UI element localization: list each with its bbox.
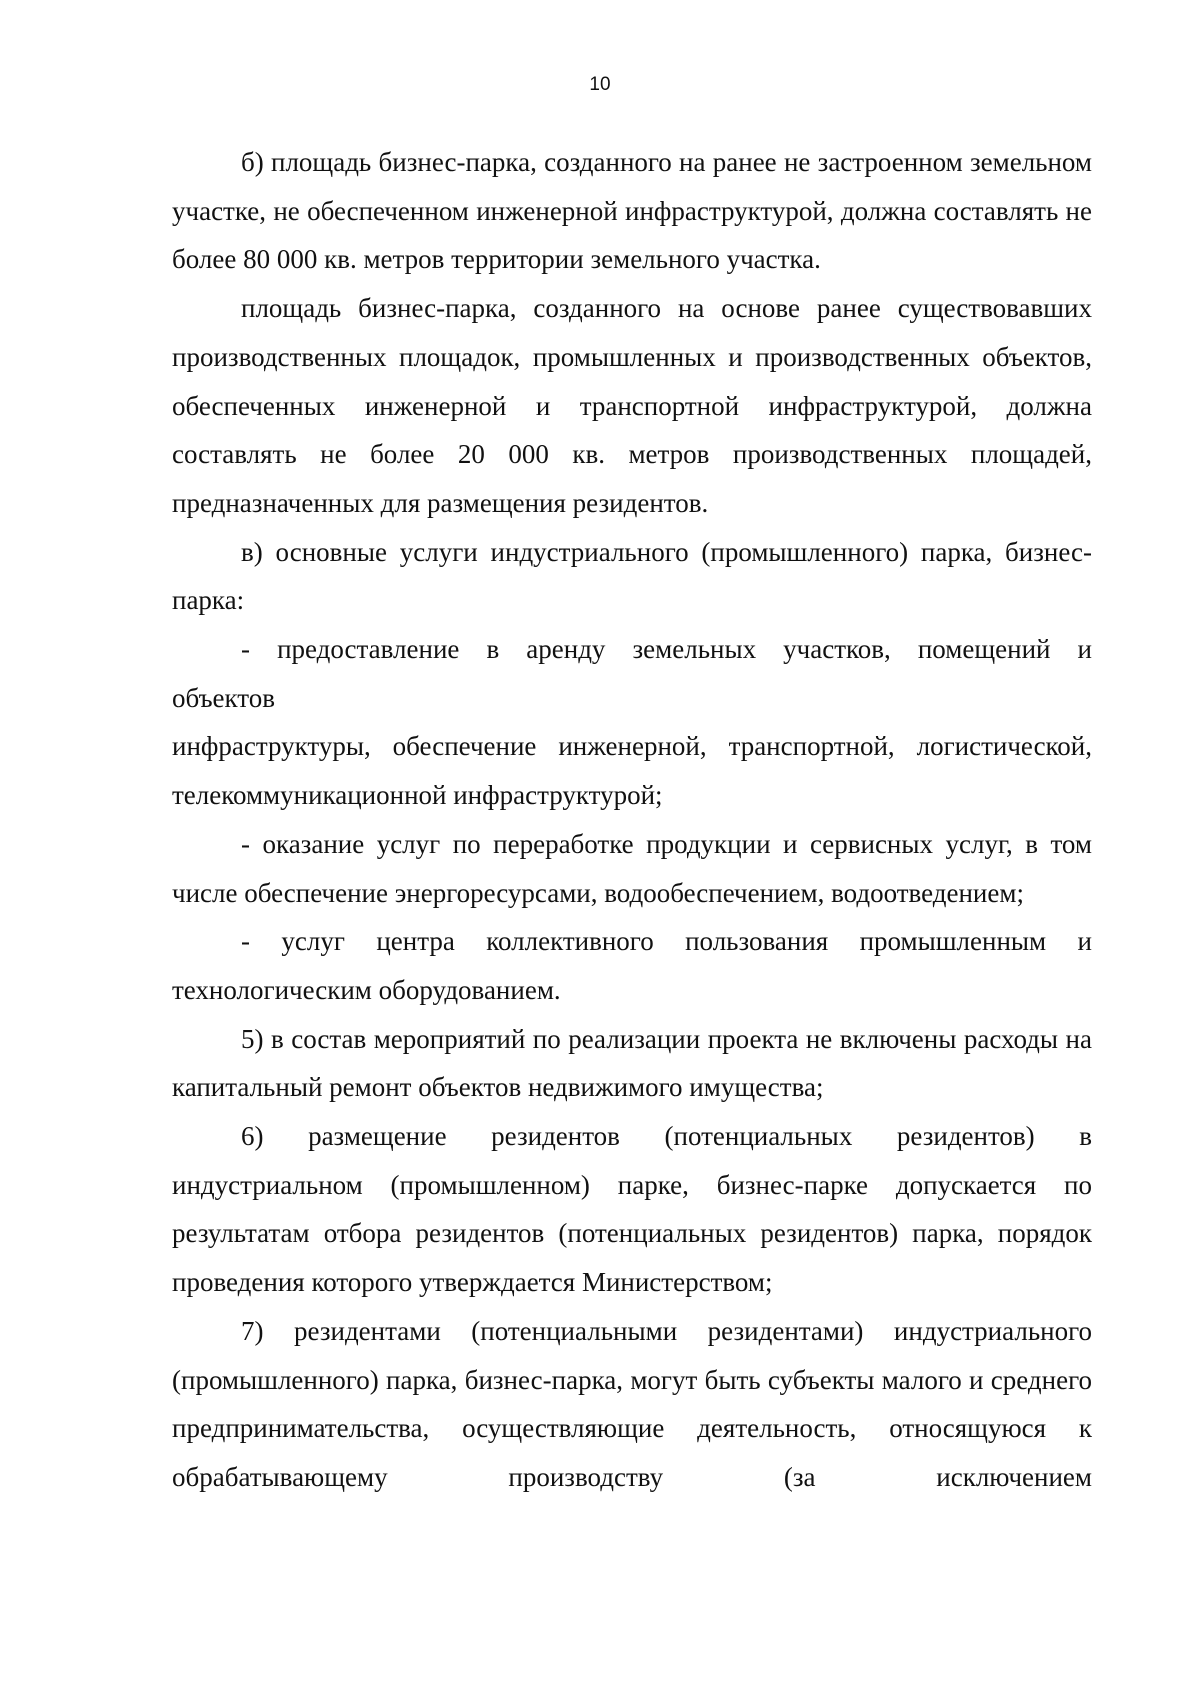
list-item-infrastructure-provision: инфраструктуры, обеспечение инженерной, транспортной, логистической, телекоммуникационной инфраструктурой; [172,731,1092,811]
paragraph-business-park-area-new-land: б) площадь бизнес-парка, созданного на ранее не застроенном земельном участке, не обеспеченном инженерной инфраструктурой, должна составлять не более 80 000 кв. метров территории земельного участка. [172,147,1092,275]
document-body [172,138,1092,1502]
paragraph-business-park-area-existing-sites: площадь бизнес-парка, созданного на основе ранее существовавших производственных площадок, промышленных и производственных объектов, обеспеченных инженерной и транспортной инфраструктурой, должна составлять не более 20 000 кв. метров производственных площадей, предназначенных для размещения резидентов. [172,293,1092,518]
list-item-shared-equipment-center: - услуг центра коллективного пользования промышленным и технологическим оборудованием. [172,926,1092,1005]
list-item-lease-provision-continuation: объектов [172,682,275,713]
paragraph-item-6-resident-placement: 6) размещение резидентов (потенциальных резидентов) в индустриальном (промышленном) парке, бизнес-парке допускается по результатам отбора резидентов (потенциальных резидентов) парка, порядок проведения которого утверждается Министерством; [172,1121,1092,1298]
list-item-processing-services: - оказание услуг по переработке продукции и сервисных услуг, в том числе обеспечение энергоресурсами, водообеспечением, водоотведением; [172,828,1092,908]
list-item-lease-provision: - предоставление в аренду земельных участков, помещений и [241,634,1092,665]
paragraph-item-7-residents-eligibility: 7) резидентами (потенциальными резидентами) индустриального (промышленного) парка, бизнес-парка, могут быть субъекты малого и среднего предпринимательства, осуществляющие деятельность, относящуюся к обрабатывающему производству (за исключением [172,1315,1092,1492]
paragraph-item-5-capital-repairs: 5) в состав мероприятий по реализации проекта не включены расходы на капитальный ремонт объектов недвижимого имущества; [172,1023,1092,1103]
paragraph-main-services-heading: в) основные услуги индустриального (промышленного) парка, бизнес-парка: [172,536,1092,616]
page-number: 10 [589,74,611,95]
